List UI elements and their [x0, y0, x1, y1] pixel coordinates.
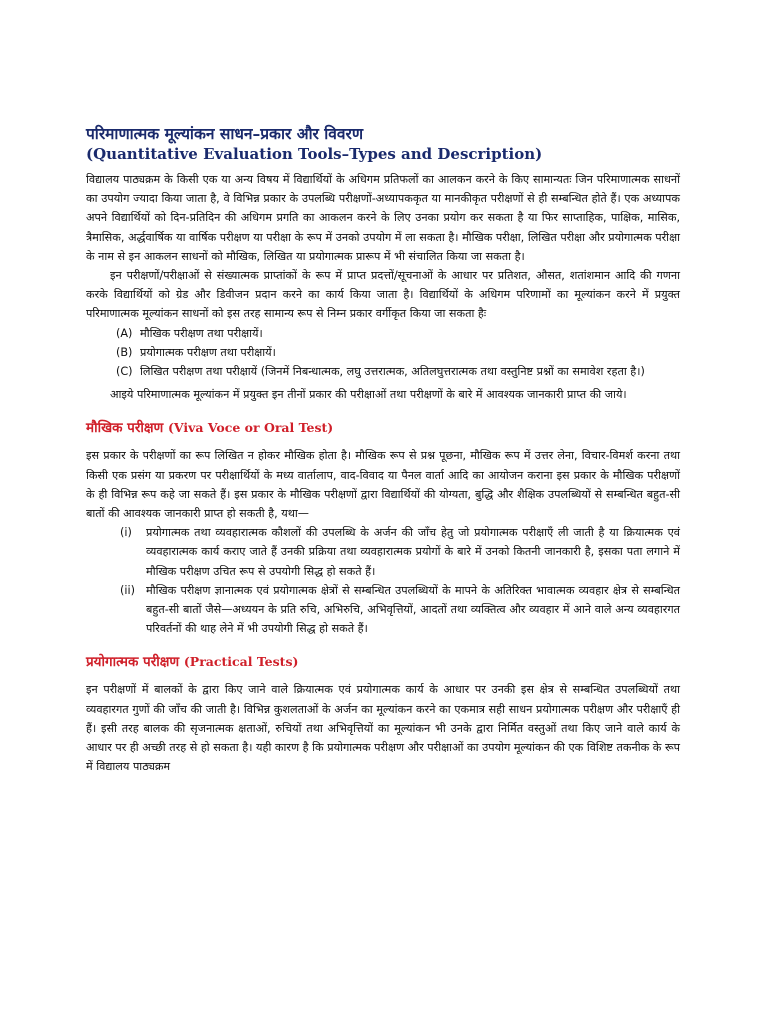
practical-test-heading-english: (Practical Tests) — [183, 654, 299, 670]
evaluation-types-list — [86, 324, 680, 382]
page-title: परिमाणात्मक मूल्यांकन साधन–प्रकार और विवरण — [86, 125, 364, 143]
intro-paragraph-1: विद्यालय पाठ्यक्रम के किसी एक या अन्य विषय में विद्यार्थियों के अधिगम प्रतिफलों का आलकन करने के किए सामान्यतः जिन परिमाणात्मक साधनों का उपयोग ज्यादा किया जाता है, वे विभिन्न प्रकार के उपलब्धि परीक्षणों-अध्यापककृत या मानकीकृत परीक्षणों से ही सम्बन्धित होते हैं। एक अध्यापक अपने विद्यार्थियों को दिन-प्रतिदिन की अधिगम प्रगति का आकलन करने के लिए उनका प्रयोग कर सकता है या फिर साप्ताहिक, पाक्षिक, मासिक, त्रैमासिक, अर्द्धवार्षिक या वार्षिक परीक्षण या परीक्षा के रूप में उनको उपयोग में ला सकता है। मौखिक परीक्षा, लिखित परीक्षा और प्रयोगात्मक परीक्षा के नाम से इन आकलन साधनों को मौखिक, लिखित या प्रयोगात्मक प्रारूप में भी संचालित किया जा सकता है। — [86, 173, 680, 263]
list-item — [86, 324, 680, 343]
list-item-text: प्रयोगात्मक तथा व्यवहारात्मक कौशलों की उपलब्धि के अर्जन की जाँच हेतु जो प्रयोगात्मक परीक्षाएँ ली जाती है या क्रियात्मक एवं व्यवहारात्मक कार्य कराए जाते हैं उनकी प्रक्रिया तथा व्यवहारात्मक प्रयोगों के बारे में उनको कितनी जानकारी है, इसका पता लगाने में मौखिक परीक्षण उचित रूप से उपयोगी सिद्ध हो सकते हैं। — [146, 526, 680, 578]
list-item — [86, 362, 680, 381]
intro-paragraph-3: आइये परिमाणात्मक मूल्यांकन में प्रयुक्त इन तीनों प्रकार की परीक्षाओं तथा परीक्षणों के बारे में आवश्यक जानकारी प्राप्त की जाये। — [110, 388, 627, 402]
list-item-text: प्रयोगात्मक परीक्षण तथा परीक्षायें। — [140, 345, 276, 359]
list-item-text: मौखिक परीक्षण तथा परीक्षायें। — [140, 326, 263, 340]
list-item — [86, 581, 680, 639]
list-marker: (i) — [120, 526, 132, 540]
oral-test-paragraph: इस प्रकार के परीक्षणों का रूप लिखित न होकर मौखिक होता है। मौखिक रूप से प्रश्न पूछना, मौखिक रूप में उत्तर लेना, विचार-विमर्श करना तथा किसी एक प्रसंग या प्रकरण पर परीक्षार्थियों के मध्य वार्तालाप, वाद-विवाद या पैनल वार्ता आदि का आयोजन कराना इस प्रकार के मौखिक परीक्षणों के ही विभिन्न रूप कहे जा सकते हैं। इस प्रकार के मौखिक परीक्षणों द्वारा विद्यार्थियों की योग्यता, बुद्धि और शैक्षिक उपलब्धियों से सम्बन्धित बहुत-सी बातों की आवश्यक जानकारी प्राप्त हो सकती है, यथा— — [86, 449, 680, 521]
practical-test-heading — [86, 652, 680, 672]
list-marker: (A) — [116, 326, 133, 340]
page-title-english: (Quantitative Evaluation Tools–Types and Description) — [86, 145, 543, 163]
oral-test-heading-hindi: मौखिक परीक्षण — [86, 420, 164, 437]
list-marker: (C) — [116, 365, 133, 379]
list-item-text: मौखिक परीक्षण ज्ञानात्मक एवं प्रयोगात्मक क्षेत्रों से सम्बन्धित उपलब्धियों के मापने के अतिरिक्त भावात्मक व्यवहार क्षेत्र से सम्बन्धित बहुत-सी बातों जैसे—अध्ययन के प्रति रुचि, अभिरुचि, अभिवृत्तियों, आदतों तथा व्यक्तित्व और व्यवहार में आने वाले अन्य व्यवहारगत परिवर्तनों की थाह लेने में भी उपयोगी सिद्ध हो सकते हैं। — [146, 583, 680, 636]
oral-test-list — [86, 523, 680, 638]
list-marker: (ii) — [120, 583, 135, 597]
list-marker: (B) — [116, 345, 133, 359]
intro-paragraph-2: इन परीक्षणों/परीक्षाओं से संख्यात्मक प्राप्तांकों के रूप में प्राप्त प्रदत्तों/सूचनाओं के आधार पर प्रतिशत, औसत, शतांशमान आदि की गणना करके विद्यार्थियों को ग्रेड और डिवीजन प्रदान करने का कार्य किया जाता है। विद्यार्थियों के अधिगम परिणामों का मूल्यांकन करने में प्रयुक्त परिमाणात्मक मूल्यांकन साधनों को इस तरह सामान्य रूप से निम्न प्रकार वर्गीकृत किया जा सकता हैः — [86, 269, 680, 321]
list-item — [86, 523, 680, 581]
list-item — [86, 343, 680, 362]
oral-test-heading — [86, 418, 680, 438]
practical-test-paragraph: इन परीक्षणों में बालकों के द्वारा किए जाने वाले क्रियात्मक एवं प्रयोगात्मक कार्य के आधार पर उनकी इस क्षेत्र से सम्बन्धित उपलब्धियों तथा व्यवहारगत गुणों की जाँच की जाती है। विभिन्न कुशलताओं के अर्जन का मूल्यांकन करने का एकमात्र सही साधन प्रयोगात्मक परीक्षण और परीक्षाएँ ही हैं। इसी तरह बालक की सृजनात्मक क्षताओं, रुचियों तथा अभिवृत्तियों का मूल्यांकन भी उनके द्वारा निर्मित वस्तुओं तथा किए जाने वाले कार्य के आधार पर ही अच्छी तरह से हो सकता है। यही कारण है कि प्रयोगात्मक परीक्षण और परीक्षाओं का उपयोग मूल्यांकन की एक विशिष्ट तकनीक के रूप में विद्यालय पाठ्यक्रम — [86, 683, 680, 774]
oral-test-heading-english: (Viva Voce or Oral Test) — [168, 420, 334, 436]
list-item-text: लिखित परीक्षण तथा परीक्षायें (जिनमें निबन्धात्मक, लघु उत्तरात्मक, अतिलघुत्तरात्मक तथा वस्तुनिष्ट प्रश्नों का समावेश रहता है।) — [140, 365, 645, 379]
practical-test-heading-hindi: प्रयोगात्मक परीक्षण — [86, 654, 180, 671]
